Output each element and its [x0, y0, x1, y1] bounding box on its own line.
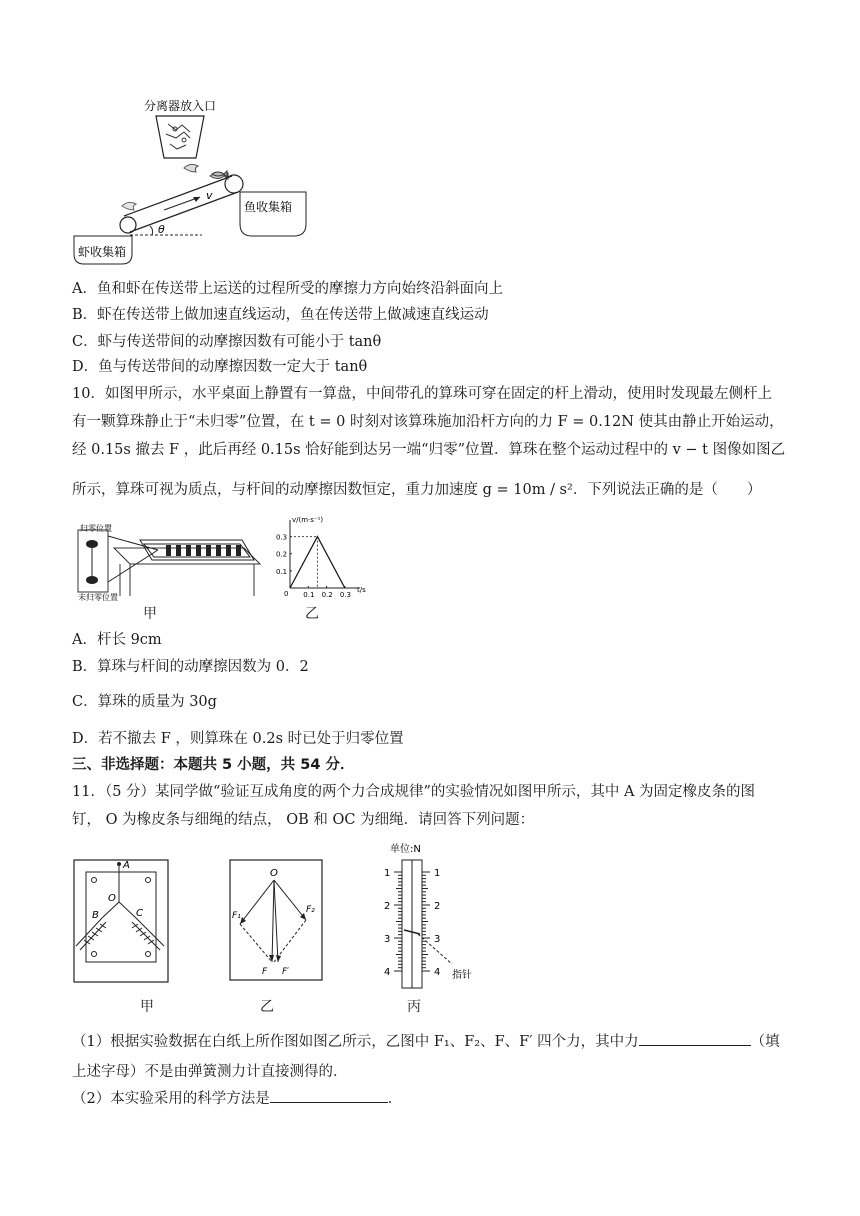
shrimp-on-belt-icon	[122, 202, 136, 210]
fig11-caption-yi: 乙	[260, 999, 274, 1015]
q10-option-c: C．算珠的质量为 30g	[72, 694, 217, 710]
q11-line-2: 钉， O 为橡皮条与细绳的结点， OB 和 OC 为细绳．请回答下列问题：	[72, 812, 535, 828]
force-label-f1: F₁	[232, 911, 241, 921]
fig11-caption-bing: 丙	[407, 999, 421, 1015]
chart-xlabel: t/s	[357, 586, 366, 594]
force-label-o: O	[270, 868, 278, 879]
scale-unit-label: 单位:N	[390, 844, 421, 855]
pointer-line	[108, 550, 158, 582]
abacus-figure	[74, 522, 264, 602]
q11-part1-line2: 上述字母）不是由弹簧测力计直接测得的．	[72, 1064, 348, 1080]
angle-label: θ	[158, 223, 165, 236]
q10-line-4: 所示，算珠可视为质点，与杆间的动摩擦因数恒定，重力加速度 g = 10m / s²．下列说法正确的是（ ）	[72, 482, 762, 498]
fish-bin-label: 鱼收集箱	[244, 200, 293, 214]
answer-blank-1[interactable]	[639, 1031, 751, 1046]
velocity-label: v	[206, 189, 213, 202]
section-3-heading: 三、非选择题：本题共 5 小题，共 54 分．	[72, 757, 355, 773]
fig10-caption-yi: 乙	[305, 606, 319, 622]
label-c: C	[136, 908, 143, 919]
y-tick-label: 0.1	[276, 567, 288, 576]
force-label-fprime: F′	[282, 967, 290, 977]
pointer-label: 指针	[452, 970, 472, 981]
scale-label-left: 1	[384, 868, 391, 879]
q11-part2-end: ．	[387, 1091, 403, 1107]
x-tick-label: 0.2	[321, 591, 333, 599]
q9-option-d: D．鱼与传送带间的动摩擦因数一定大于 tanθ	[72, 359, 368, 375]
answer-blank-2[interactable]	[270, 1088, 388, 1103]
scale-label-left: 3	[384, 934, 391, 945]
scale-label-left: 4	[384, 967, 391, 978]
q9-option-c: C．虾与传送带间的动摩擦因数有可能小于 tanθ	[72, 334, 382, 350]
vt-chart	[270, 512, 370, 602]
label-a: A	[123, 860, 130, 871]
q11-part1-fill-hint: （填	[750, 1034, 780, 1050]
fig11-caption-jia: 甲	[140, 999, 154, 1015]
q10-option-d: D．若不撤去 F ，则算珠在 0.2s 时已处于归零位置	[72, 731, 404, 747]
q10-option-b: B．算珠与杆间的动摩擦因数为 0．2	[72, 659, 309, 675]
zero-position-label: 归零位置	[80, 524, 112, 533]
scale-label-right: 3	[434, 934, 441, 945]
q10-line-2: 有一颗算珠静止于“未归零”位置，在 t = 0 时刻对该算珠施加沿杆方向的力 F = 0.12N 使其由静止开始运动，	[72, 414, 784, 430]
y-tick-label: 0.2	[276, 550, 288, 559]
q10-line-1: 10．如图甲所示，水平桌面上静置有一算盘，中间带孔的算珠可穿在固定的杆上滑动，使用时发现最左侧杆上	[72, 386, 772, 402]
shrimp-bin-label: 虾收集箱	[78, 245, 127, 259]
angle-arc	[150, 226, 153, 235]
chart-origin: 0	[284, 590, 289, 598]
q10-line-3: 经 0.15s 撤去 F ，此后再经 0.15s 恰好能到达另一端“归零”位置．算珠在整个运动过程中的 v − t 图像如图乙	[72, 442, 786, 458]
q10-option-a: A．杆长 9cm	[72, 632, 162, 648]
abacus-beads	[166, 545, 241, 556]
x-tick-label: 0.3	[339, 591, 351, 599]
chart-ylabel: v/(m·s⁻¹)	[292, 516, 324, 524]
q11-part2	[72, 1088, 402, 1109]
label-b: B	[92, 910, 99, 921]
bead-unzero	[86, 576, 98, 584]
conveyor-figure	[72, 96, 312, 266]
fish-bin	[240, 192, 306, 236]
fig10-caption-jia: 甲	[143, 606, 157, 622]
force-label-f: F	[262, 967, 268, 977]
bead-zero	[86, 540, 98, 548]
label-o: O	[108, 893, 116, 904]
q11-part1-text: （1）根据实验数据在白纸上所作图如图乙所示，乙图中 F₁、F₂、F、F′ 四个力，其中力	[72, 1034, 639, 1050]
scale-label-right: 2	[434, 901, 441, 912]
q11-line-1: 11．（5 分）某同学做“验证互成角度的两个力合成规律”的实验情况如图甲所示，其中 A 为固定橡皮条的图	[72, 784, 756, 800]
scale-label-right: 1	[434, 868, 441, 879]
spring-scale-figure	[360, 840, 490, 990]
entry-label: 分离器放入口	[144, 99, 217, 113]
experiment-board-figure	[72, 854, 172, 984]
q11-part2-text: （2）本实验采用的科学方法是	[72, 1091, 270, 1107]
hopper	[156, 116, 204, 158]
q9-option-a: A．鱼和虾在传送带上运送的过程所受的摩擦力方向始终沿斜面向上	[72, 281, 503, 297]
scale-label-left: 2	[384, 901, 391, 912]
x-tick-label: 0.1	[303, 591, 315, 599]
y-tick-label: 0.3	[276, 533, 288, 542]
q9-option-b: B．虾在传送带上做加速直线运动，鱼在传送带上做减速直线运动	[72, 307, 489, 323]
q11-part1-line1	[72, 1031, 780, 1052]
shrimp-icon	[184, 164, 198, 172]
scale-label-right: 4	[434, 967, 441, 978]
unzero-position-label: 未归零位置	[78, 593, 118, 602]
force-label-f2: F₂	[306, 905, 315, 915]
force-diagram-figure	[228, 858, 324, 982]
